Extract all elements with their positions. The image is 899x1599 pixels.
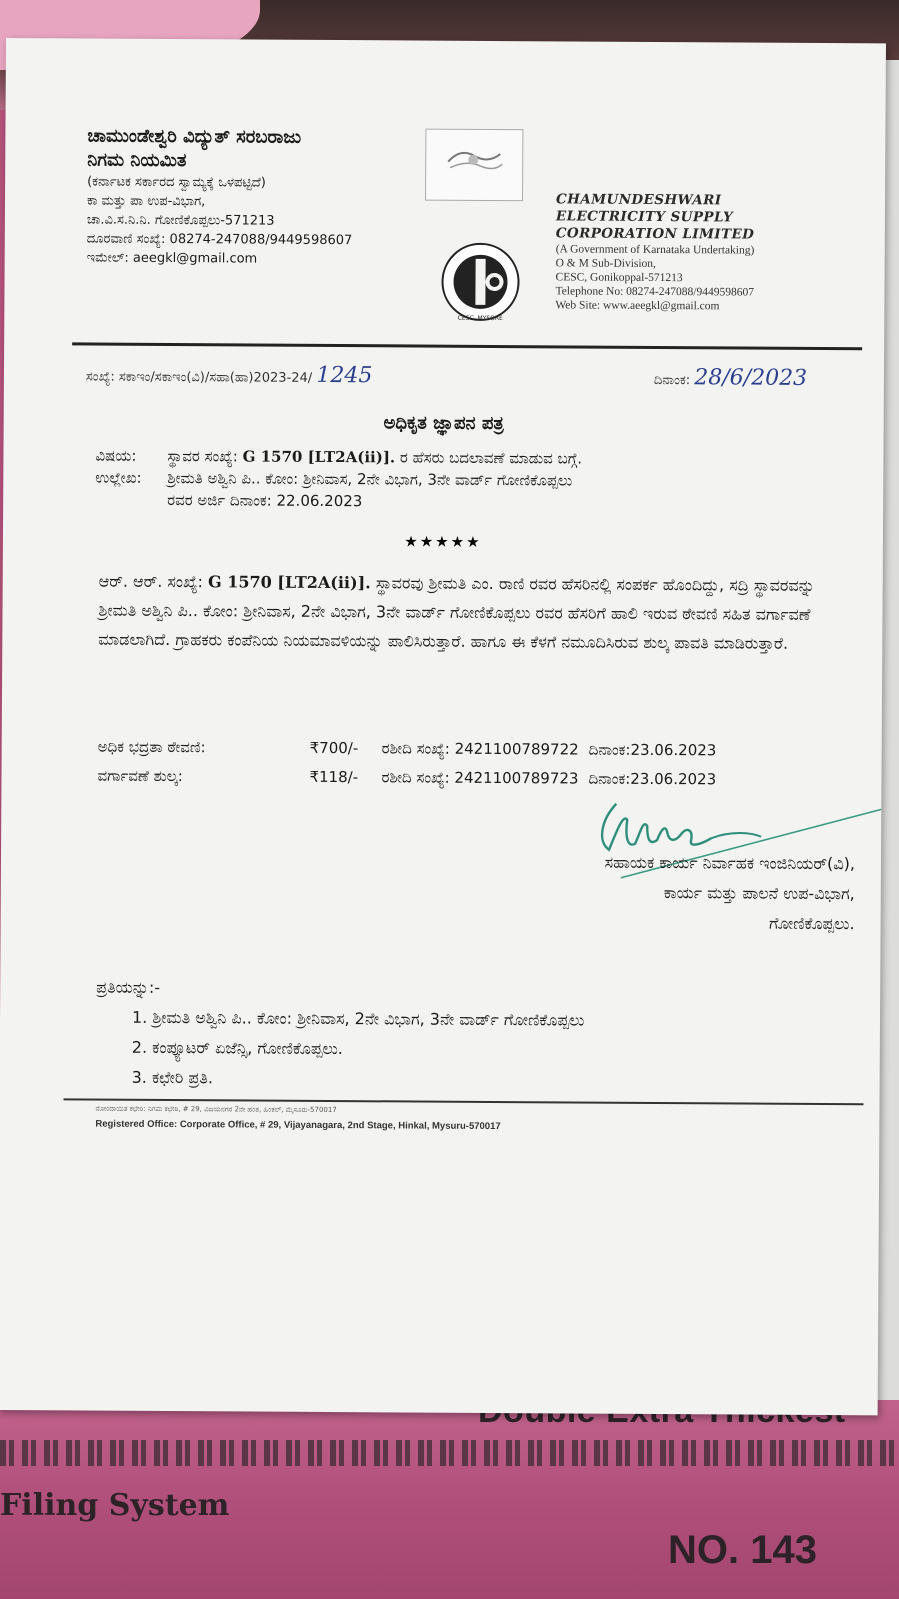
fee-receipt: ರಶೀದಿ ಸಂಖ್ಯೆ: 2421100789723: [381, 768, 579, 788]
fee-date: ದಿನಾಂಕ:23.06.2023: [588, 740, 717, 760]
govt-logo: [425, 129, 523, 202]
copies-to: [96, 973, 837, 1098]
subject-code: G 1570 [LT2A(ii)].: [242, 447, 396, 467]
fee-date: ದಿನಾಂಕ:23.06.2023: [588, 769, 717, 789]
org-name-english-2: ELECTRICITY SUPPLY: [555, 208, 734, 226]
fees-table: [97, 733, 827, 795]
signatory-designation: [455, 847, 856, 939]
folder-system-label: Filing System: [0, 1488, 230, 1523]
fee-amount: ₹700/-: [309, 738, 359, 758]
date-label: ದಿನಾಂಕ:: [653, 372, 691, 389]
reference-label: ಸಂಖ್ಯೆ: ಸಕಾಇಂ/ಸಕಾಇಂ(ವಿ)/ಸಹಾ(ಹಾ)2023-24/: [85, 369, 313, 386]
seal-text: CESC, MYSORE: [457, 314, 503, 323]
list-item: 2. ಕಂಪ್ಯೂಟರ್ ಏಜೆನ್ಸಿ, ಗೋಣಿಕೊಪ್ಪಲು.: [131, 1037, 344, 1059]
reference-handwritten-number: 1245: [316, 362, 373, 389]
subject-pre: ಸ್ಥಾವರ ಸಂಖ್ಯೆ:: [167, 446, 238, 466]
org-name-english-1: CHAMUNDESHWARI: [555, 191, 722, 209]
ref-label: ಉಲ್ಲೇಖ:: [95, 468, 142, 487]
designation-line-3: ಗೋಣಿಕೊಪ್ಪಲು.: [769, 913, 855, 934]
org-sub-kannada-2: ಕಾ ಮತ್ತು ಪಾ ಉಪ-ವಿಭಾಗ,: [86, 193, 206, 210]
logo-emblem-icon: [440, 140, 506, 182]
letterhead-kannada: [87, 124, 408, 269]
org-sub-kannada-3: ಚಾ.ವಿ.ಸ.ನಿ.ನಿ. ಗೋಣಿಕೊಪ್ಪಲು-571213: [86, 212, 275, 229]
footer-kannada: ನೋಂದಾಯಿತ ಕಛೇರಿ: ನಿಗಮ ಕಛೇರಿ, # 29, ವಿಜಯನಗರ 2ನೇ ಹಂತ, ಹಿಂಕಲ್, ಮೈಸೂರು-570017: [95, 1104, 337, 1115]
fee-label: ವರ್ಗಾವಣೆ ಶುಲ್ಕ:: [97, 766, 183, 786]
subject-block: [95, 445, 815, 515]
org-sub-english-2: O & M Sub-Division,: [555, 257, 656, 270]
org-phone-english: Telephone No: 08274-247088/9449598607: [555, 285, 755, 299]
ref-line-2: ರವರ ಅರ್ಜಿ ದಿನಾಂಕ: 22.06.2023: [167, 490, 363, 511]
fee-label: ಅಧಿಕ ಭದ್ರತಾ ಠೇವಣಿ:: [97, 737, 206, 757]
cesc-seal-icon: [439, 241, 521, 323]
reference-number: [86, 363, 373, 390]
fee-amount: ₹118/-: [309, 767, 359, 787]
body-text: ಸ್ಥಾವರವು ಶ್ರೀಮತಿ ಎಂ. ರಾಣಿ ರವರ ಹೆಸರಿನಲ್ಲಿ ಸಂಪರ್ಕ ಹೊಂದಿದ್ದು, ಸದ್ರಿ ಸ್ಥಾವರವನ್ನು ಶ್ರೀಮತಿ ಅಶ್ವಿನಿ ಪಿ.. ಕೋಂ: ಶ್ರೀನಿವಾಸ, 2ನೇ ವಿಭಾಗ, 3ನೇ ವಾರ್ಡ್ ಗೋಣಿಕೊಪ್ಪಲು ರವರ ಹೆಸರಿಗೆ ಹಾಲಿ ಇರುವ ಠೇವಣಿ ಸಹಿತ ವರ್ಗಾವಣೆ ಮಾಡಲಾಗಿದೆ. ಗ್ರಾಹಕರು ಕಂಪೆನಿಯ ನಿಯಮಾವಳಿಯನ್ನು ಪಾಲಿಸಿರುತ್ತಾರೆ. ಹಾಗೂ ಈ ಕೆಳಗೆ ನಮೂದಿಸಿರುವ ಶುಲ್ಕ ಪಾವತಿ ಮಾಡಿರುತ್ತಾರೆ.: [98, 573, 815, 653]
letter-page: [0, 38, 886, 1415]
subject-post: ರ ಹೆಸರು ಬದಲಾವಣೆ ಮಾಡುವ ಬಗ್ಗೆ.: [399, 448, 583, 468]
org-sub-english-1: (A Government of Karnataka Undertaking): [555, 243, 755, 257]
body-code: G 1570 [LT2A(ii)].: [207, 572, 371, 593]
letterhead-english: [555, 191, 856, 314]
footer-english: Registered Office: Corporate Office, # 29, Vijayanagara, 2nd Stage, Hinkal, Mysuru-570017: [95, 1118, 501, 1133]
folder-ornament-border: [0, 1440, 899, 1466]
org-web-english: Web Site: www.aeegkl@gmail.com: [555, 299, 720, 313]
org-name-english-3: CORPORATION LIMITED: [555, 225, 755, 243]
document-title: ಅಧಿಕೃತ ಜ್ಞಾಪನ ಪತ್ರ: [383, 412, 504, 435]
date-handwritten: 28/6/2023: [694, 365, 808, 391]
org-name-kannada-1: ಚಾಮುಂಡೇಶ್ವರಿ ವಿದ್ಯುತ್ ಸರಬರಾಜು: [87, 125, 302, 148]
letter-date: [654, 367, 807, 393]
subject-label: ವಿಷಯ:: [95, 446, 137, 465]
org-sub-english-3: CESC, Gonikoppal-571213: [555, 271, 683, 285]
list-item: 3. ಕಛೇರಿ ಪ್ರತಿ.: [131, 1067, 214, 1088]
body-pre: ಆರ್. ಆರ್. ಸಂಖ್ಯೆ:: [98, 571, 203, 592]
designation-line-1: ಸಹಾಯಕ ಕಾರ್ಯ ನಿರ್ವಾಹಕ ಇಂಜಿನಿಯರ್(ವಿ),: [604, 852, 856, 874]
list-item: 1. ಶ್ರೀಮತಿ ಅಶ್ವಿನಿ ಪಿ.. ಕೋಂ: ಶ್ರೀನಿವಾಸ, 2ನೇ ವಿಭಾಗ, 3ನೇ ವಾರ್ಡ್ ಗೋಣಿಕೊಪ್ಪಲು: [131, 1007, 585, 1030]
org-sub-kannada-1: (ಕರ್ನಾಟಕ ಸರ್ಕಾರದ ಸ್ವಾಮ್ಯಕ್ಕೆ ಒಳಪಟ್ಟಿದೆ): [87, 174, 266, 191]
header-divider: [72, 342, 862, 350]
org-name-kannada-2: ನಿಗಮ ನಿಯಮಿತ: [87, 149, 187, 172]
body-paragraph: [98, 567, 819, 658]
fee-row: [98, 733, 828, 766]
org-phone-kannada: ದೂರವಾಣಿ ಸಂಖ್ಯೆ: 08274-247088/9449598607: [86, 231, 353, 249]
fee-receipt: ರಶೀದಿ ಸಂಖ್ಯೆ: 2421100789722: [381, 739, 579, 759]
separator-stars: ★★★★★: [404, 532, 482, 551]
copies-heading: ಪ್ರತಿಯನ್ನು:-: [96, 977, 161, 997]
designation-line-2: ಕಾರ್ಯ ಮತ್ತು ಪಾಲನೆ ಉಪ-ವಿಭಾಗ,: [663, 883, 855, 904]
org-email-kannada: ಇಮೇಲ್: aeegkl@gmail.com: [86, 250, 258, 267]
ref-line-1: ಶ್ರೀಮತಿ ಅಶ್ವಿನಿ ಪಿ.. ಕೋಂ: ಶ್ರೀನಿವಾಸ, 2ನೇ ವಿಭಾಗ, 3ನೇ ವಾರ್ಡ್ ಗೋಣಿಕೊಪ್ಪಲು: [167, 468, 573, 490]
folder-number-label: NO. 143: [668, 1528, 817, 1572]
